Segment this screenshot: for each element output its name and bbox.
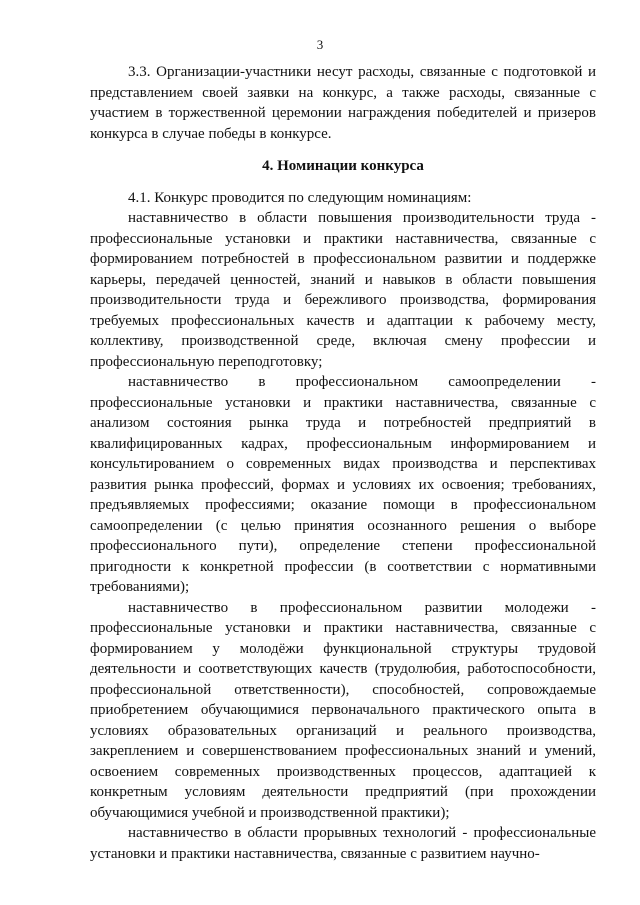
- nomination-productivity: наставничество в области повышения производительности труда - профессиональные установки и практики наставничества, связанные с формированием потребностей в профессиональном развитии и поддержке карьеры, передачей ценностей, знаний и навыков в области повышения производительности труда и бережливого производства, формирования требуемых профессиональных качеств и адаптации к рабочему месту, коллективу, производственной среде, включая смену профессии и профессиональную переподготовку;: [90, 210, 596, 370]
- paragraph-3-3: 3.3. Организации-участники несут расходы, связанные с подготовкой и представлением своей заявки на конкурс, а также расходы, связанные с участием в торжественной церемонии награждения победителей и призеров конкурса в случае победы в конкурсе.: [90, 64, 596, 142]
- paragraph-4-1-intro: 4.1. Конкурс проводится по следующим номинациям:: [128, 189, 472, 206]
- nomination-youth-development: наставничество в профессиональном развитии молодежи - профессиональные установки и практики наставничества, связанные с формированием у молодёжи функциональной структуры трудовой деятельности и соответствующих качеств (трудолюбия, работоспособности, профессиональной ответственности), способностей, сопровождаемые приобретением обучающимися первоначального практического опыта в условиях образовательных организаций и реального производства, закреплением и совершенствованием профессиональных знаний и умений, освоением современных производственных процессов, адаптацией к конкретным условиям деятельности предприятий (при прохождении обучающимися учебной и производственной практики);: [90, 599, 596, 821]
- document-body: [90, 62, 596, 864]
- nomination-breakthrough-technologies: наставничество в области прорывных технологий - профессиональные установки и практики наставничества, связанные с развитием научно-: [90, 825, 596, 862]
- nomination-self-determination: наставничество в профессиональном самоопределении - профессиональные установки и практики наставничества, связанные с анализом состояния рынка труда и потребностей предприятий в квалифицированных кадрах, профессиональным информированием и консультированием о современных видах производства и перспективах развития рынка профессий, формах и условиях их освоения; требованиях, предъявляемых профессиями; оказание помощи в профессиональном самоопределении (с целью принятия осознанного решения о выборе профессионального пути), определение степени профессиональной пригодности к конкретной профессии (в соответствии с нормативными требованиями);: [90, 374, 596, 595]
- page-number: 3: [316, 37, 324, 52]
- section-heading: 4. Номинации конкурса: [262, 158, 424, 174]
